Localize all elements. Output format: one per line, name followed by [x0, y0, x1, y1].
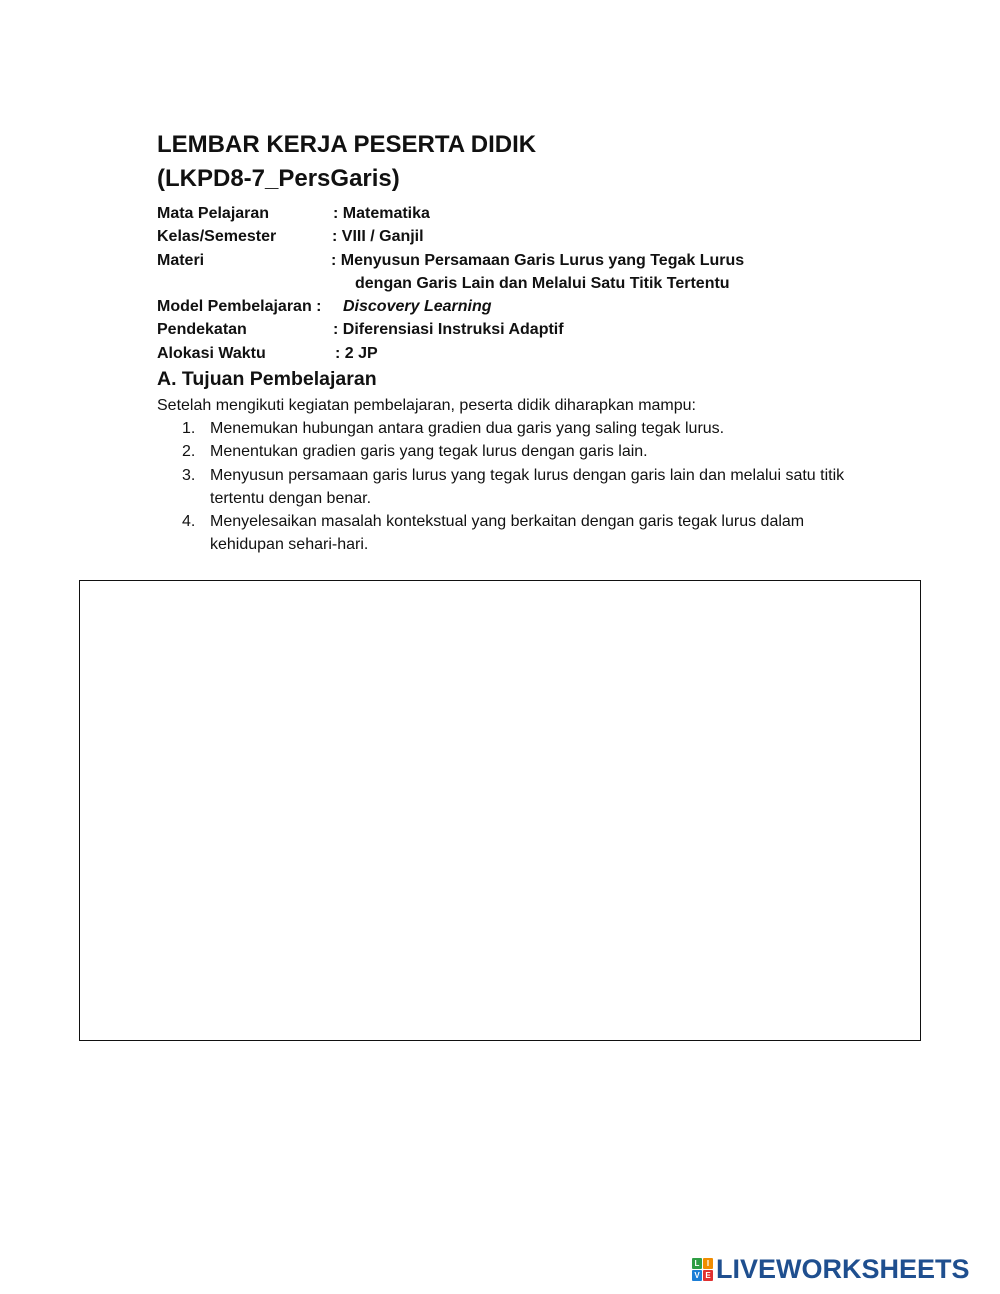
list-item-number: 3.	[182, 466, 196, 484]
list-item-text: Menentukan gradien garis yang tegak lurus dengan garis lain.	[210, 443, 648, 461]
list-item	[157, 464, 857, 511]
answer-box[interactable]	[79, 580, 921, 1041]
list-item-text: Menemukan hubungan antara gradien dua garis yang saling tegak lurus.	[210, 420, 725, 437]
logo-text: LIVEWORKSHEETS	[716, 1254, 970, 1284]
list-item	[157, 417, 857, 440]
logo-blocks-icon	[692, 1258, 713, 1281]
subject-label: Mata Pelajaran	[157, 205, 270, 222]
section-a-heading: A. Tujuan Pembelajaran	[157, 368, 377, 390]
liveworksheets-logo	[692, 1254, 970, 1284]
list-item	[157, 510, 857, 557]
subject-value: : Matematika	[333, 205, 430, 222]
list-item	[157, 440, 857, 463]
title-line-2: (LKPD8-7_PersGaris)	[157, 165, 400, 192]
class-label: Kelas/Semester	[157, 228, 277, 246]
worksheet-title	[157, 128, 536, 196]
model-value: Discovery Learning	[343, 298, 492, 316]
list-item-text: Menyusun persamaan garis lurus yang tegak lurus dengan garis lain dan melalui satu titik tertentu dengan benar.	[210, 466, 845, 507]
list-item-text: Menyelesaikan masalah kontekstual yang berkaitan dengan garis tegak lurus dalam kehidupan sehari-hari.	[210, 513, 805, 554]
class-value: : VIII / Ganjil	[332, 228, 424, 246]
list-item-number: 4.	[182, 513, 196, 531]
logo-block-e: E	[703, 1270, 713, 1281]
approach-label: Pendekatan	[157, 321, 247, 339]
material-value-line-1: : Menyusun Persamaan Garis Lurus yang Tegak Lurus	[331, 251, 745, 269]
approach-value: : Diferensiasi Instruksi Adaptif	[333, 321, 564, 339]
title-line-1: LEMBAR KERJA PESERTA DIDIK	[157, 131, 537, 158]
logo-block-i: I	[703, 1258, 713, 1269]
logo-block-l: L	[692, 1258, 702, 1269]
logo-block-v: V	[692, 1270, 702, 1281]
section-a-intro: Setelah mengikuti kegiatan pembelajaran, peserta didik diharapkan mampu:	[157, 397, 696, 414]
list-item-number: 1.	[182, 420, 196, 437]
material-value-line-2: dengan Garis Lain dan Melalui Satu Titik Tertentu	[355, 274, 730, 292]
material-label: Materi	[157, 251, 205, 269]
list-item-number: 2.	[182, 443, 196, 461]
time-label: Alokasi Waktu	[157, 344, 266, 362]
objectives-list	[157, 417, 857, 557]
time-value: : 2 JP	[335, 344, 378, 362]
model-label: Model Pembelajaran :	[157, 298, 322, 316]
